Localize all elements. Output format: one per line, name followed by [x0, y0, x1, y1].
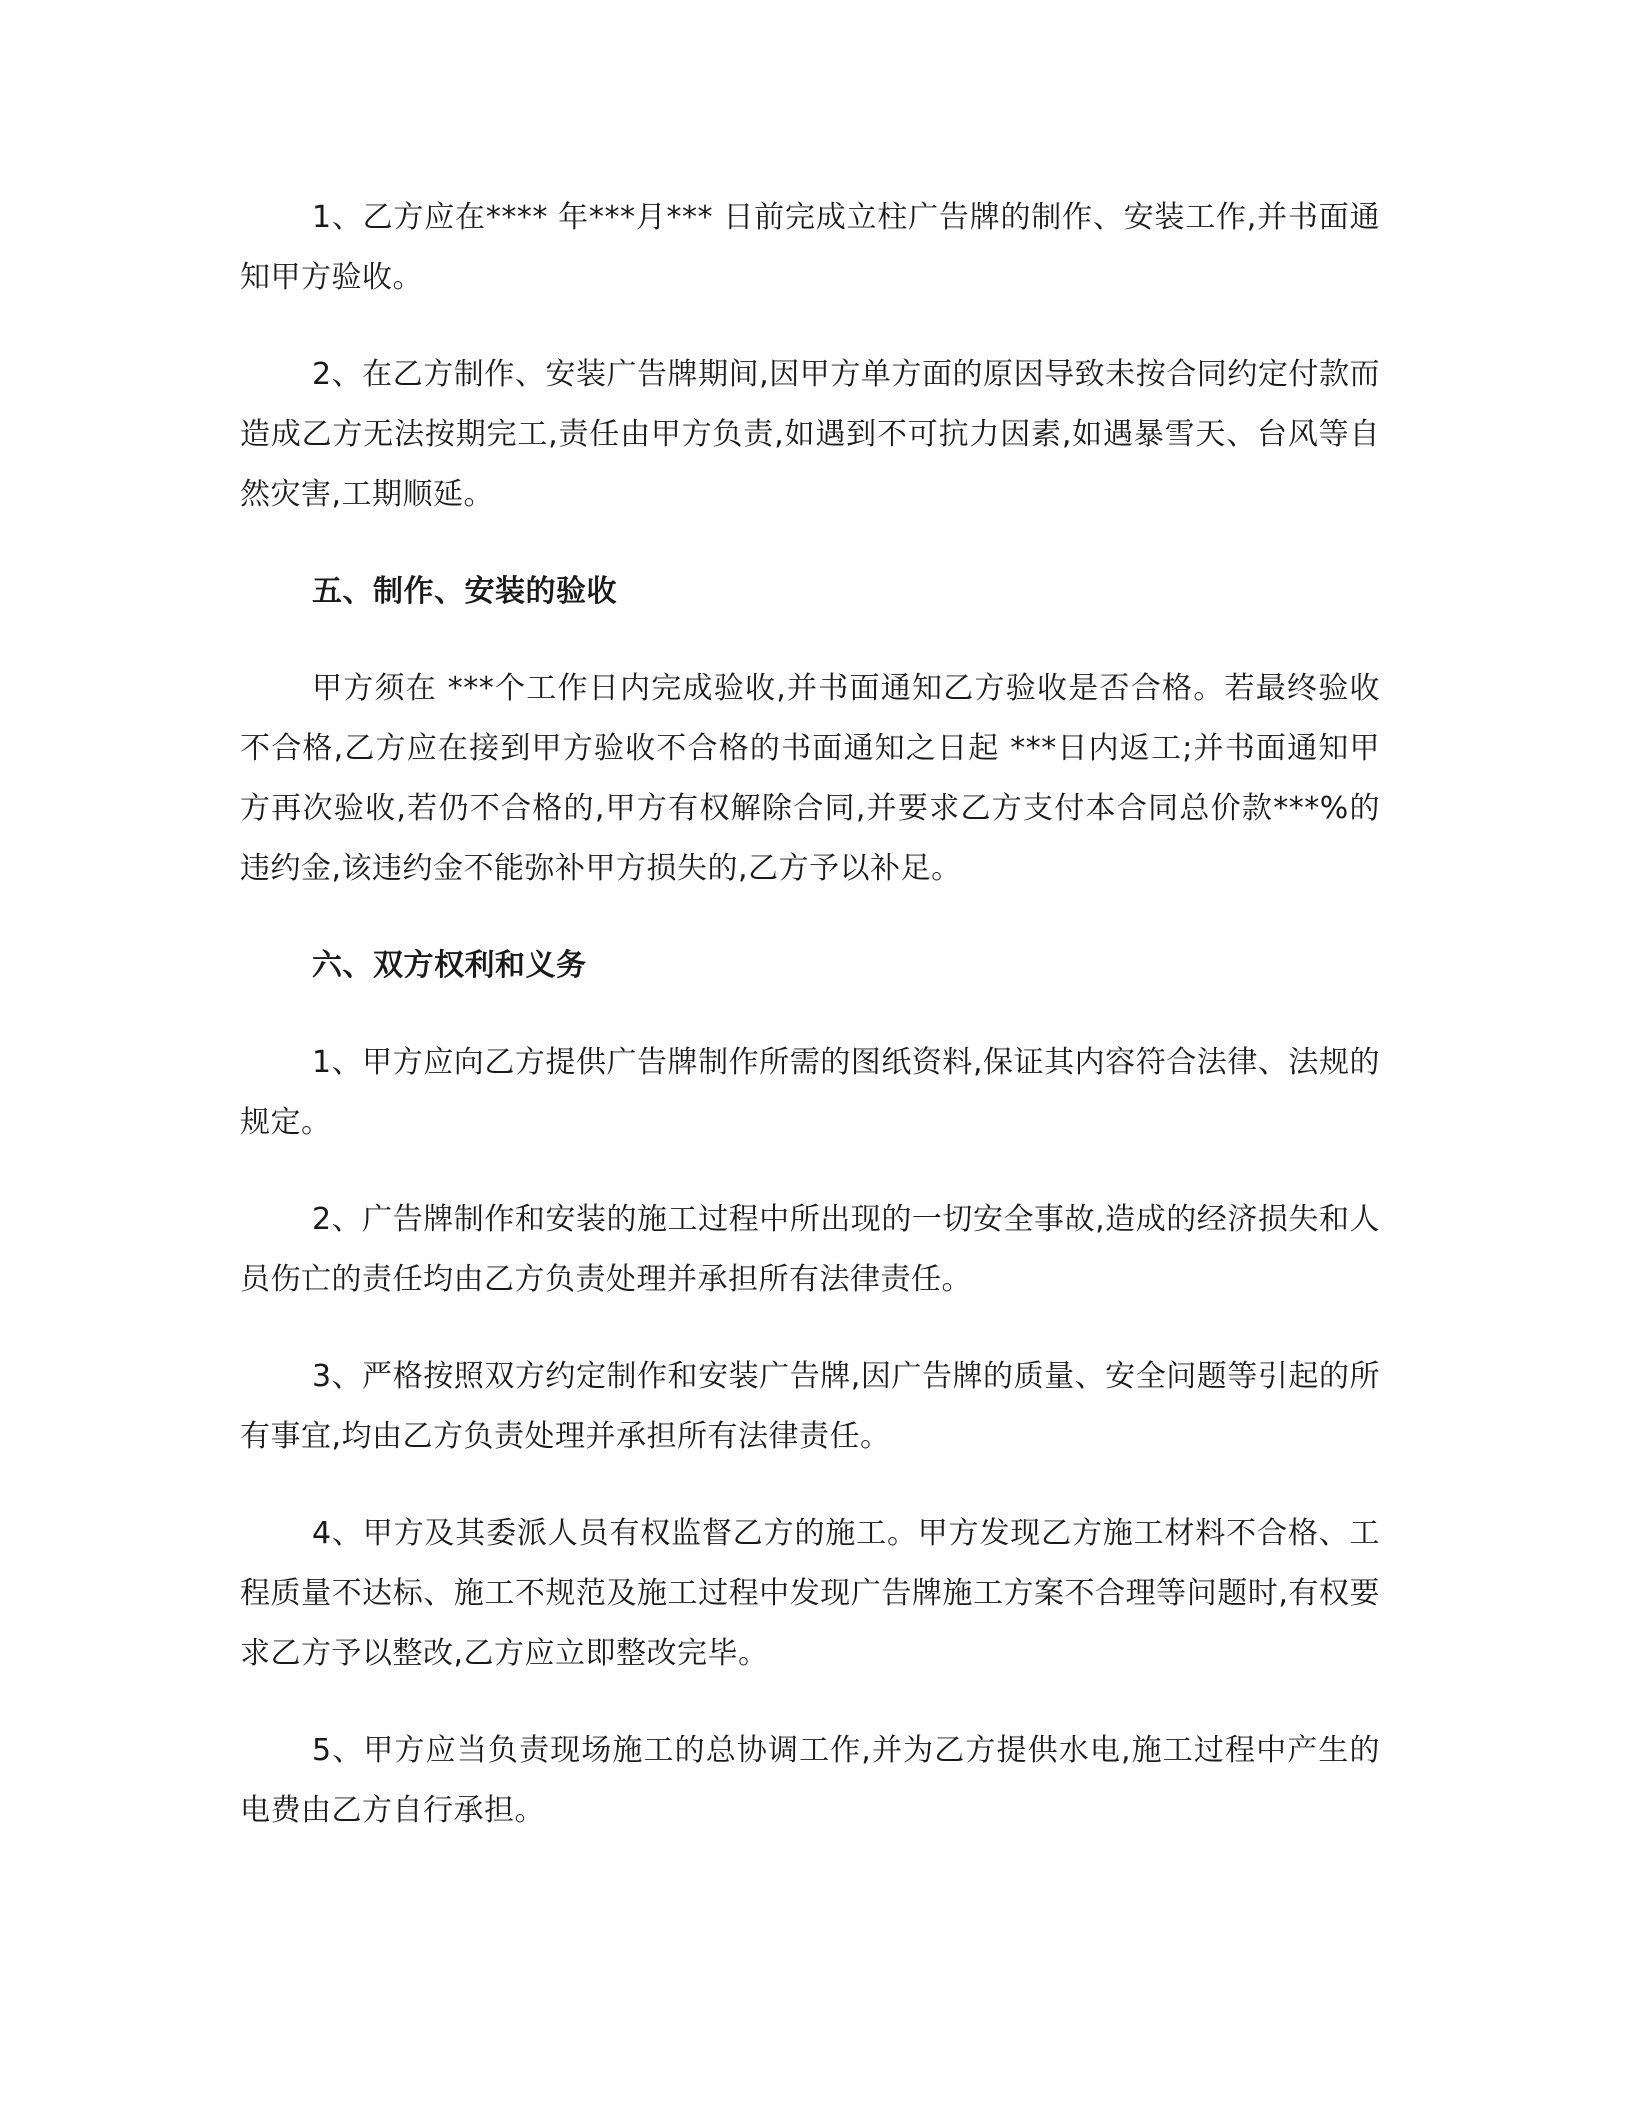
clause-rights-1-drawings: 1、甲方应向乙方提供广告牌制作所需的图纸资料,保证其内容符合法律、法规的规定。 — [240, 1045, 1380, 1140]
section-heading-rights-obligations: 六、双方权利和义务 — [312, 948, 587, 983]
document-body — [240, 188, 1380, 1841]
clause-1-completion-deadline: 1、乙方应在**** 年***月*** 日前完成立柱广告牌的制作、安装工作,并书面通知甲方验收。 — [240, 200, 1380, 295]
clause-rights-3-quality: 3、严格按照双方约定制作和安装广告牌,因广告牌的质量、安全问题等引起的所有事宜,均由乙方负责处理并承担所有法律责任。 — [240, 1359, 1380, 1454]
clause-rights-2-safety: 2、广告牌制作和安装的施工过程中所出现的一切安全事故,造成的经济损失和人员伤亡的责任均由乙方负责处理并承担所有法律责任。 — [240, 1202, 1380, 1297]
clause-2-delay-responsibility: 2、在乙方制作、安装广告牌期间,因甲方单方面的原因导致未按合同约定付款而造成乙方无法按期完工,责任由甲方负责,如遇到不可抗力因素,如遇暴雪天、台风等自然灾害,工期顺延。 — [240, 357, 1380, 512]
clause-rights-5-coordination: 5、甲方应当负责现场施工的总协调工作,并为乙方提供水电,施工过程中产生的电费由乙方自行承担。 — [240, 1733, 1380, 1828]
clause-rights-4-supervision: 4、甲方及其委派人员有权监督乙方的施工。甲方发现乙方施工材料不合格、工程质量不达标、施工不规范及施工过程中发现广告牌施工方案不合理等问题时,有权要求乙方予以整改,乙方应立即整改完毕。 — [240, 1516, 1380, 1671]
section-heading-acceptance: 五、制作、安装的验收 — [312, 574, 617, 609]
clause-acceptance-procedure: 甲方须在 ***个工作日内完成验收,并书面通知乙方验收是否合格。若最终验收不合格,乙方应在接到甲方验收不合格的书面通知之日起 ***日内返工;并书面通知甲方再次验收,若仍不合格的,甲方有权解除合同,并要求乙方支付本合同总价款***%的违约金,该违约金不能弥补甲方损失的,乙方予以补足。 — [240, 671, 1380, 886]
